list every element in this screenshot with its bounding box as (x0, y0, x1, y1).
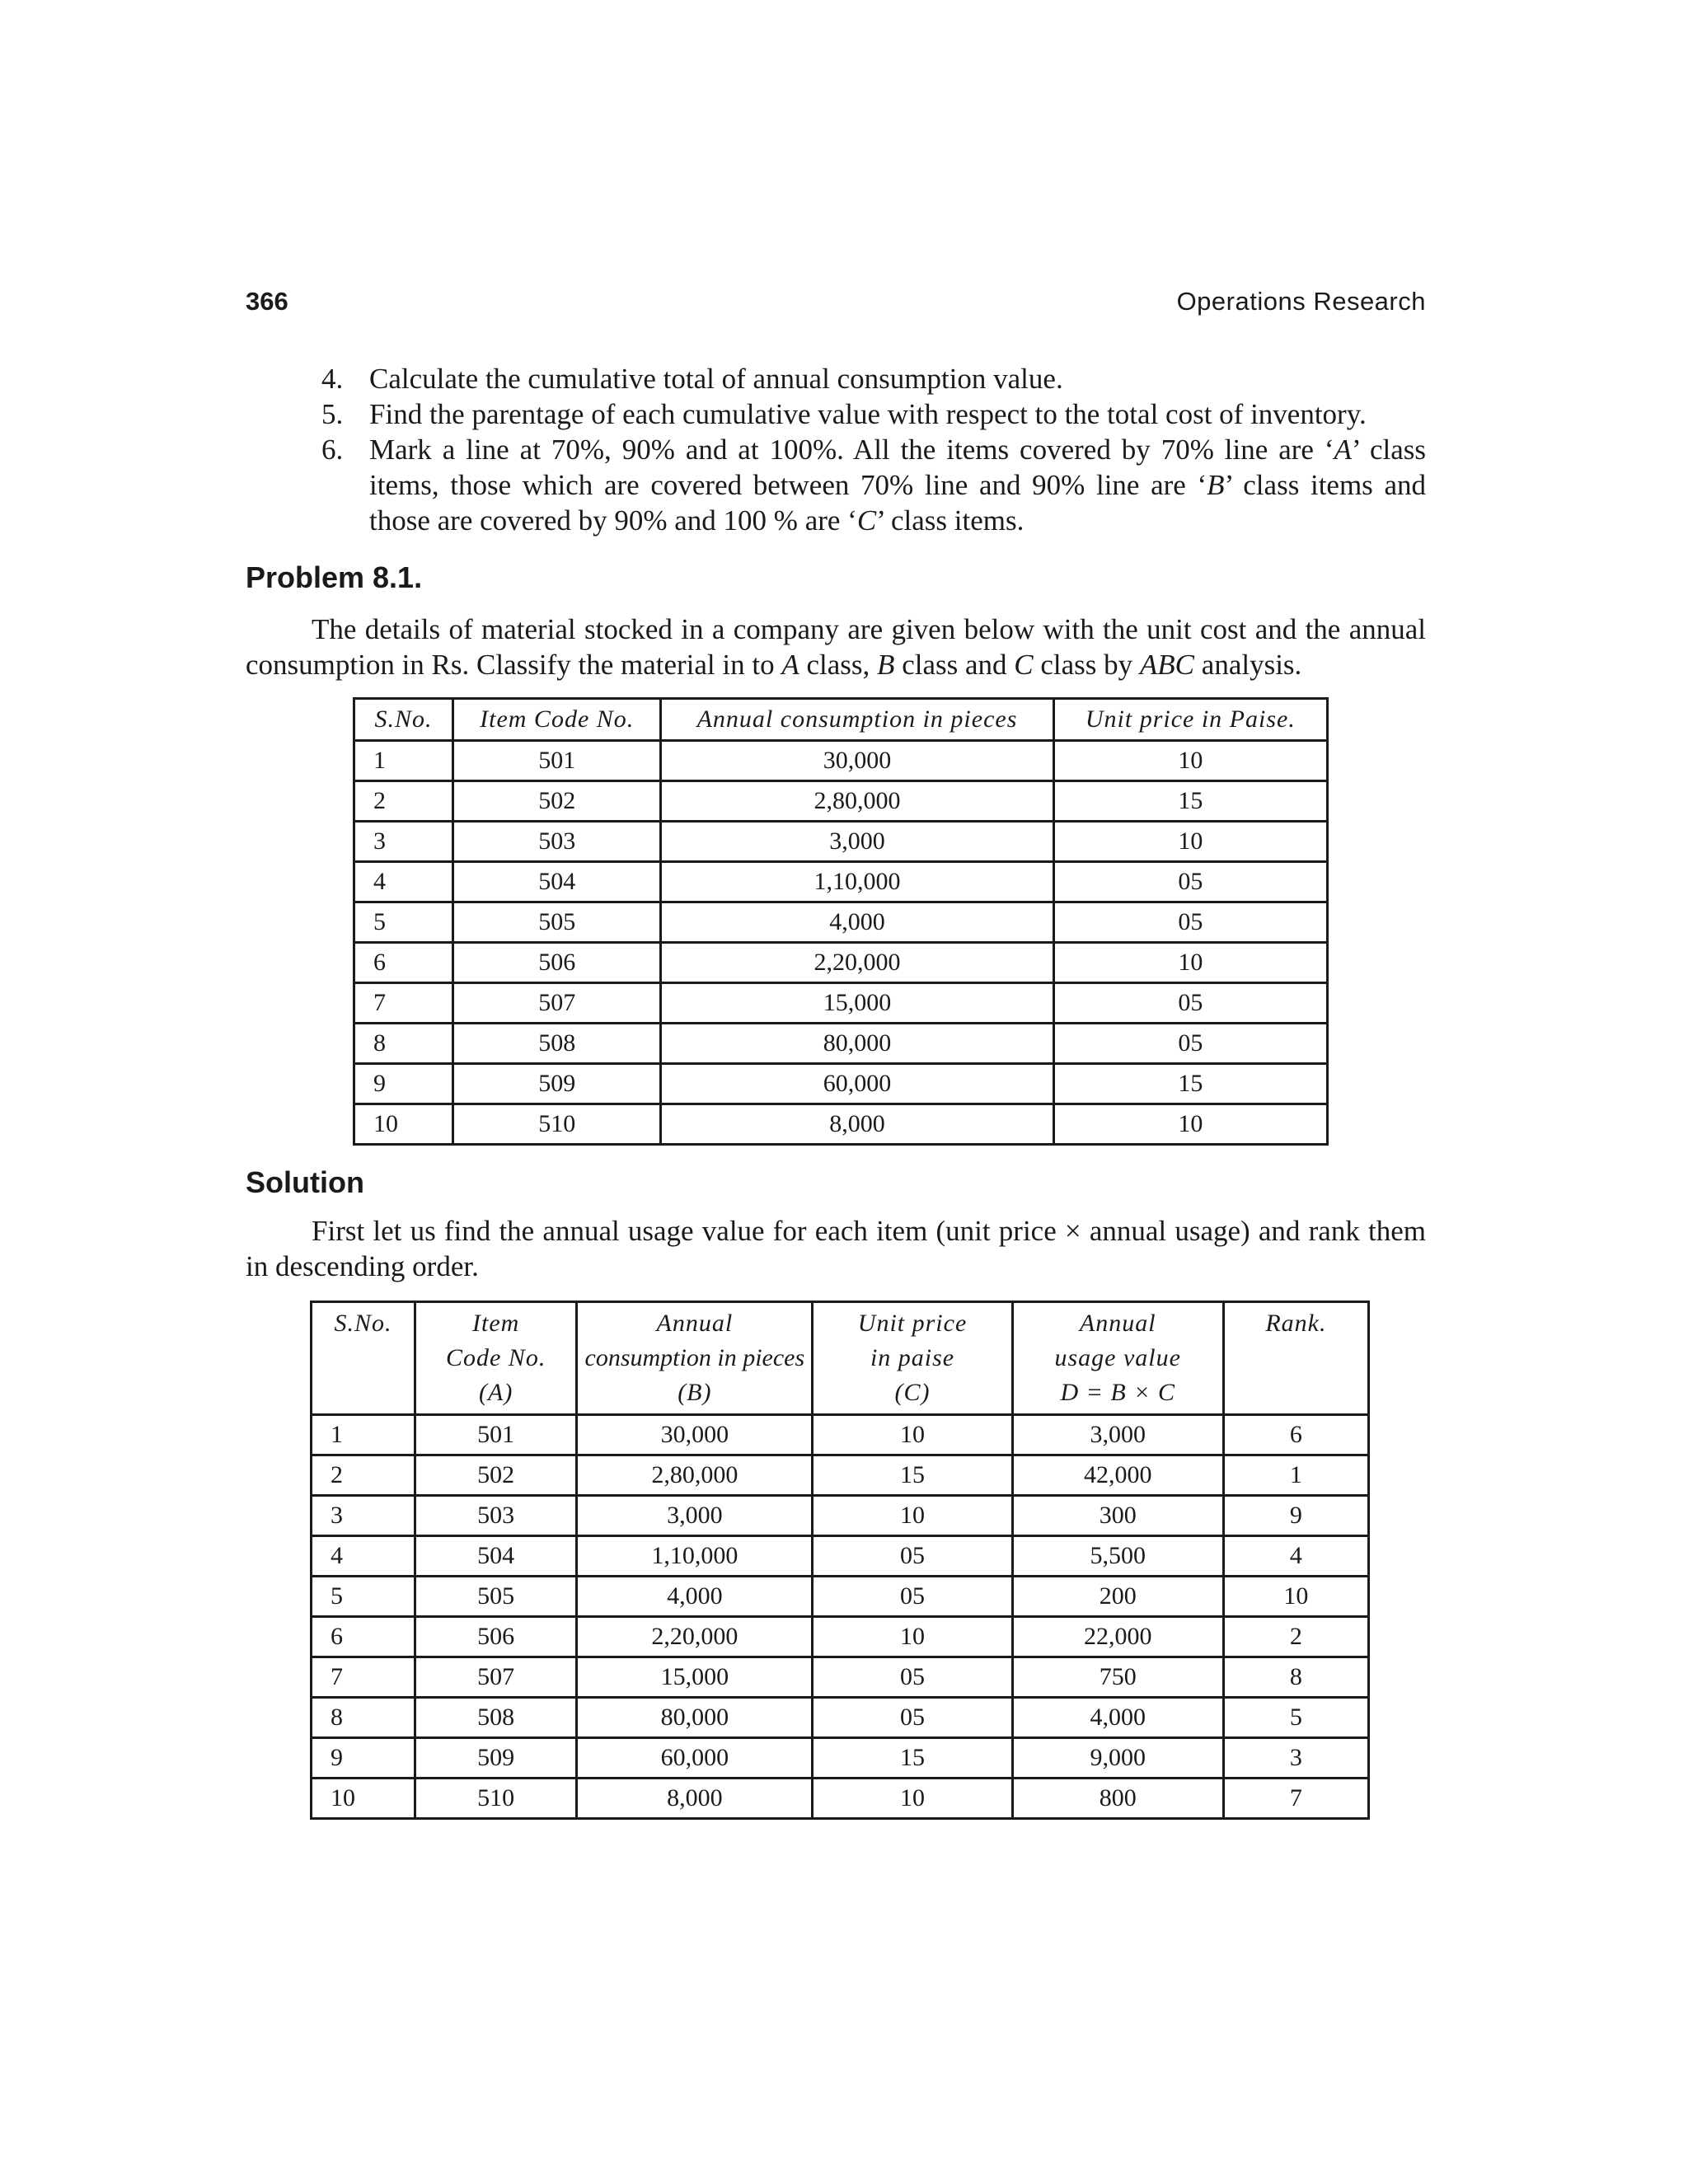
table-row (354, 1024, 1328, 1064)
cell-item-code: 507 (415, 1657, 577, 1698)
cell-sno: 5 (312, 1577, 415, 1617)
cell-item-code: 505 (453, 902, 661, 943)
cell-annual-consumption: 1,10,000 (577, 1536, 813, 1577)
cell-sno: 2 (312, 1455, 415, 1496)
cell-annual-usage-value: 4,000 (1012, 1698, 1223, 1738)
table-row (354, 902, 1328, 943)
cell-unit-price: 10 (813, 1779, 1012, 1819)
cell-annual-consumption: 15,000 (661, 983, 1053, 1024)
column-header-item-code: Item Code No. (453, 699, 661, 741)
column-header-sno: S.No. (354, 699, 453, 741)
cell-sno: 3 (354, 822, 453, 862)
cell-unit-price: 15 (1053, 1064, 1327, 1104)
cell-sno: 5 (354, 902, 453, 943)
cell-unit-price: 15 (1053, 781, 1327, 822)
column-header-rank (1223, 1302, 1368, 1415)
table-header-row (312, 1302, 1369, 1415)
step-item (321, 361, 1426, 396)
cell-annual-consumption: 3,000 (661, 822, 1053, 862)
cell-item-code: 502 (415, 1455, 577, 1496)
table-row (354, 741, 1328, 781)
cell-annual-consumption: 2,20,000 (577, 1617, 813, 1657)
solution-text: First let us find the annual usage value for each item (unit price × annual usage) and rank them in descending order. (246, 1215, 1426, 1282)
table-row (354, 781, 1328, 822)
cell-unit-price: 10 (1053, 1104, 1327, 1145)
table-row (354, 1104, 1328, 1145)
table-row (312, 1698, 1369, 1738)
cell-sno: 6 (312, 1617, 415, 1657)
header-line: usage value (1054, 1344, 1181, 1371)
cell-sno: 2 (354, 781, 453, 822)
cell-annual-consumption: 1,10,000 (661, 862, 1053, 902)
cell-item-code: 504 (415, 1536, 577, 1577)
cell-annual-consumption: 8,000 (577, 1779, 813, 1819)
cell-annual-consumption: 4,000 (577, 1577, 813, 1617)
cell-unit-price: 10 (1053, 741, 1327, 781)
cell-unit-price: 15 (813, 1738, 1012, 1779)
header-line: Unit price (857, 1310, 968, 1337)
cell-item-code: 502 (453, 781, 661, 822)
text-run: The details of material stocked in a company are given below with the unit cost and the annual consumption in Rs. Classify the material in to (246, 613, 1426, 681)
cell-sno: 9 (354, 1064, 453, 1104)
cell-item-code: 503 (453, 822, 661, 862)
column-header-annual-usage-value (1012, 1302, 1223, 1415)
cell-sno: 1 (312, 1415, 415, 1455)
cell-item-code: 503 (415, 1496, 577, 1536)
step-item (321, 432, 1426, 538)
cell-annual-usage-value: 800 (1012, 1779, 1223, 1819)
text-run: ’ class items, those which are covered between 70% line and 90% line are ‘ (369, 434, 1426, 501)
column-header-unit-price (813, 1302, 1012, 1415)
header-line: Annual (1079, 1310, 1156, 1337)
table-row (312, 1415, 1369, 1455)
cell-item-code: 509 (415, 1738, 577, 1779)
cell-item-code: 510 (415, 1779, 577, 1819)
text-run: class and (894, 649, 1015, 681)
cell-annual-usage-value: 750 (1012, 1657, 1223, 1698)
header-line: (A) (479, 1379, 513, 1406)
class-letter: A (781, 649, 799, 681)
table-header-row (354, 699, 1328, 741)
cell-unit-price: 10 (813, 1496, 1012, 1536)
table-row (354, 862, 1328, 902)
cell-sno: 3 (312, 1496, 415, 1536)
cell-rank: 7 (1223, 1779, 1368, 1819)
header-line: Rank. (1265, 1310, 1327, 1337)
cell-annual-usage-value: 22,000 (1012, 1617, 1223, 1657)
cell-sno: 4 (312, 1536, 415, 1577)
cell-annual-consumption: 2,80,000 (661, 781, 1053, 822)
cell-annual-consumption: 30,000 (661, 741, 1053, 781)
solution-heading: Solution (246, 1165, 364, 1199)
cell-sno: 7 (312, 1657, 415, 1698)
cell-rank: 1 (1223, 1455, 1368, 1496)
cell-annual-consumption: 80,000 (577, 1698, 813, 1738)
table-row (312, 1657, 1369, 1698)
cell-sno: 10 (354, 1104, 453, 1145)
cell-annual-consumption: 4,000 (661, 902, 1053, 943)
cell-sno: 8 (312, 1698, 415, 1738)
cell-annual-consumption: 3,000 (577, 1496, 813, 1536)
column-header-sno (312, 1302, 415, 1415)
cell-annual-usage-value: 42,000 (1012, 1455, 1223, 1496)
cell-unit-price: 05 (813, 1577, 1012, 1617)
cell-rank: 6 (1223, 1415, 1368, 1455)
cell-item-code: 501 (415, 1415, 577, 1455)
class-letter: B (1207, 469, 1225, 501)
cell-annual-consumption: 15,000 (577, 1657, 813, 1698)
cell-rank: 9 (1223, 1496, 1368, 1536)
table-row (312, 1738, 1369, 1779)
step-text (369, 434, 1426, 537)
cell-sno: 6 (354, 943, 453, 983)
cell-sno: 8 (354, 1024, 453, 1064)
problem-heading: Problem 8.1. (246, 560, 423, 594)
solution-table (310, 1301, 1370, 1820)
problem-table (353, 697, 1329, 1146)
cell-rank: 4 (1223, 1536, 1368, 1577)
cell-annual-usage-value: 3,000 (1012, 1415, 1223, 1455)
header-line: S.No. (334, 1310, 392, 1337)
text-run: class by (1033, 649, 1140, 681)
procedure-steps (321, 361, 1426, 538)
cell-sno: 7 (354, 983, 453, 1024)
class-letter: A (1334, 434, 1352, 466)
header-line: D = B × C (1060, 1379, 1175, 1406)
step-number: 6. (321, 434, 344, 466)
table-row (354, 1064, 1328, 1104)
table-row (312, 1536, 1369, 1577)
table-row (354, 943, 1328, 983)
table-row (312, 1779, 1369, 1819)
table-row (312, 1496, 1369, 1536)
cell-rank: 3 (1223, 1738, 1368, 1779)
header-line: Item (472, 1310, 520, 1337)
step-item (321, 396, 1426, 432)
cell-item-code: 501 (453, 741, 661, 781)
cell-unit-price: 05 (1053, 1024, 1327, 1064)
step-number: 5. (321, 398, 344, 430)
class-letter: C (1014, 649, 1034, 681)
cell-item-code: 508 (415, 1698, 577, 1738)
cell-rank: 5 (1223, 1698, 1368, 1738)
column-header-unit-price: Unit price in Paise. (1053, 699, 1327, 741)
class-letter: C (856, 504, 877, 537)
cell-sno: 10 (312, 1779, 415, 1819)
step-text: Find the parentage of each cumulative value with respect to the total cost of inventory. (369, 398, 1367, 430)
table-row (354, 822, 1328, 862)
page-header (246, 287, 1426, 326)
cell-annual-usage-value: 200 (1012, 1577, 1223, 1617)
column-header-item-code (415, 1302, 577, 1415)
cell-item-code: 507 (453, 983, 661, 1024)
class-letter: B (877, 649, 895, 681)
cell-unit-price: 05 (813, 1536, 1012, 1577)
cell-unit-price: 05 (813, 1657, 1012, 1698)
cell-item-code: 506 (453, 943, 661, 983)
cell-annual-consumption: 8,000 (661, 1104, 1053, 1145)
text-run: ’ class items. (876, 504, 1025, 537)
cell-annual-consumption: 2,20,000 (661, 943, 1053, 983)
table-row (312, 1577, 1369, 1617)
header-line: Code No. (445, 1344, 546, 1371)
cell-rank: 10 (1223, 1577, 1368, 1617)
header-line: (C) (894, 1379, 931, 1406)
table-row (354, 983, 1328, 1024)
cell-item-code: 506 (415, 1617, 577, 1657)
cell-annual-usage-value: 5,500 (1012, 1536, 1223, 1577)
class-letter: ABC (1139, 649, 1195, 681)
cell-annual-consumption: 60,000 (577, 1738, 813, 1779)
step-number: 4. (321, 363, 344, 395)
cell-unit-price: 05 (813, 1698, 1012, 1738)
column-header-annual-consumption (577, 1302, 813, 1415)
cell-item-code: 504 (453, 862, 661, 902)
cell-annual-consumption: 80,000 (661, 1024, 1053, 1064)
cell-unit-price: 10 (1053, 943, 1327, 983)
text-run: ’ class items and those are covered by 90% and 100 % are ‘ (369, 469, 1426, 537)
cell-annual-consumption: 60,000 (661, 1064, 1053, 1104)
cell-item-code: 509 (453, 1064, 661, 1104)
cell-item-code: 510 (453, 1104, 661, 1145)
header-line: in paise (870, 1344, 955, 1371)
cell-sno: 9 (312, 1738, 415, 1779)
step-text: Calculate the cumulative total of annual consumption value. (369, 363, 1063, 395)
cell-annual-usage-value: 9,000 (1012, 1738, 1223, 1779)
cell-unit-price: 05 (1053, 902, 1327, 943)
header-line: Annual (656, 1310, 734, 1337)
header-line: consumption in pieces (584, 1344, 805, 1371)
problem-statement (246, 612, 1426, 682)
table-row (312, 1455, 1369, 1496)
cell-unit-price: 05 (1053, 983, 1327, 1024)
page-number: 366 (246, 287, 288, 316)
cell-unit-price: 10 (1053, 822, 1327, 862)
column-header-annual-consumption: Annual consumption in pieces (661, 699, 1053, 741)
cell-annual-usage-value: 300 (1012, 1496, 1223, 1536)
text-run: class, (799, 649, 878, 681)
cell-sno: 1 (354, 741, 453, 781)
cell-item-code: 505 (415, 1577, 577, 1617)
running-title: Operations Research (1176, 287, 1426, 316)
cell-item-code: 508 (453, 1024, 661, 1064)
header-line: (B) (678, 1379, 712, 1406)
cell-unit-price: 05 (1053, 862, 1327, 902)
text-run: analysis. (1194, 649, 1302, 681)
cell-unit-price: 10 (813, 1415, 1012, 1455)
table-row (312, 1617, 1369, 1657)
cell-rank: 2 (1223, 1617, 1368, 1657)
text-run: Mark a line at 70%, 90% and at 100%. All the items covered by 70% line are ‘ (369, 434, 1334, 466)
cell-unit-price: 15 (813, 1455, 1012, 1496)
cell-sno: 4 (354, 862, 453, 902)
cell-rank: 8 (1223, 1657, 1368, 1698)
cell-unit-price: 10 (813, 1617, 1012, 1657)
cell-annual-consumption: 30,000 (577, 1415, 813, 1455)
cell-annual-consumption: 2,80,000 (577, 1455, 813, 1496)
